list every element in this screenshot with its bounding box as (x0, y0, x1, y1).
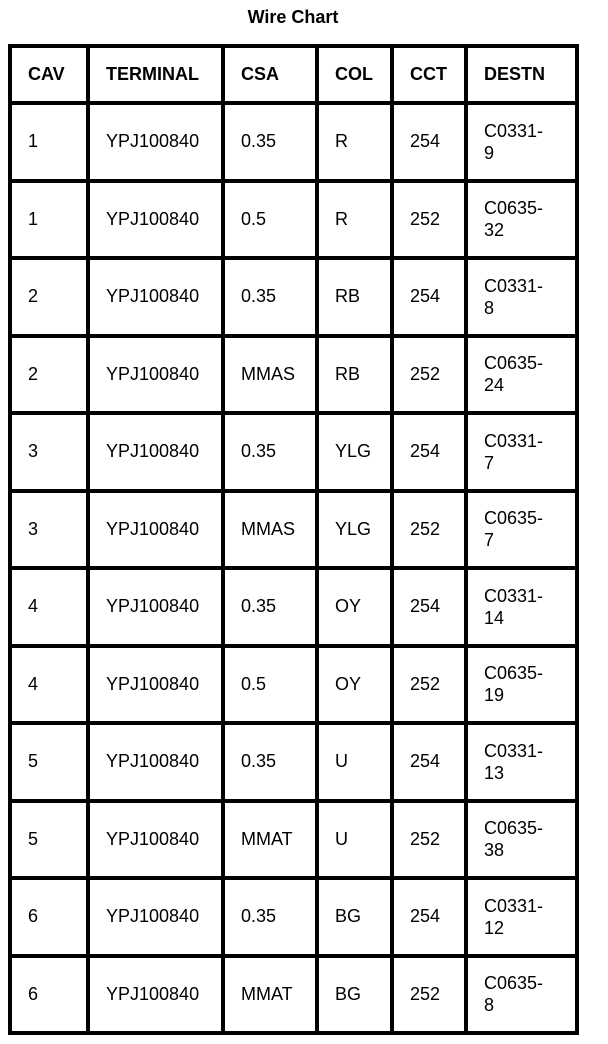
cell-csa: 0.35 (223, 258, 317, 336)
destn-line: 14 (484, 607, 505, 628)
table-row (10, 568, 577, 646)
cell-destn (466, 336, 577, 414)
destn-line: C0331- (484, 120, 544, 141)
cell-terminal: YPJ100840 (88, 956, 223, 1034)
table-row (10, 491, 577, 569)
cell-csa: 0.35 (223, 723, 317, 801)
destn-line: 9 (484, 142, 495, 163)
cell-destn (466, 103, 577, 181)
cell-terminal: YPJ100840 (88, 801, 223, 879)
cell-destn (466, 491, 577, 569)
table-body (10, 103, 577, 1033)
destn-line: C0635- (484, 663, 544, 684)
destn-line: C0331- (484, 895, 544, 916)
table-row (10, 646, 577, 724)
cell-terminal: YPJ100840 (88, 336, 223, 414)
cell-col: YLG (317, 491, 392, 569)
cell-col: OY (317, 568, 392, 646)
cell-csa: 0.35 (223, 878, 317, 956)
cell-cct: 254 (392, 103, 466, 181)
cell-cav: 1 (10, 181, 88, 259)
column-header-csa: CSA (223, 46, 317, 103)
cell-terminal: YPJ100840 (88, 646, 223, 724)
cell-csa: MMAS (223, 491, 317, 569)
column-header-col: COL (317, 46, 392, 103)
table-row (10, 801, 577, 879)
cell-cav: 1 (10, 103, 88, 181)
destn-line: C0331- (484, 430, 544, 451)
destn-line: 32 (484, 220, 505, 241)
cell-destn (466, 413, 577, 491)
destn-line: C0635- (484, 973, 544, 994)
page-title: Wire Chart (247, 7, 339, 27)
cell-cav: 5 (10, 723, 88, 801)
cell-csa: MMAT (223, 801, 317, 879)
destn-line: C0635- (484, 198, 544, 219)
cell-terminal: YPJ100840 (88, 413, 223, 491)
cell-destn (466, 956, 577, 1034)
table-row (10, 103, 577, 181)
cell-col: U (317, 801, 392, 879)
cell-col: R (317, 181, 392, 259)
destn-line: 38 (484, 840, 505, 861)
cell-cav: 6 (10, 956, 88, 1034)
cell-cct: 254 (392, 878, 466, 956)
cell-destn (466, 878, 577, 956)
cell-terminal: YPJ100840 (88, 103, 223, 181)
cell-csa: 0.5 (223, 181, 317, 259)
cell-cav: 3 (10, 413, 88, 491)
destn-line: C0331- (484, 275, 544, 296)
cell-cav: 4 (10, 568, 88, 646)
destn-line: 7 (484, 452, 495, 473)
column-header-destn: DESTN (466, 46, 577, 103)
cell-cct: 252 (392, 336, 466, 414)
cell-destn (466, 801, 577, 879)
cell-cct: 254 (392, 568, 466, 646)
destn-line: C0635- (484, 508, 544, 529)
cell-terminal: YPJ100840 (88, 258, 223, 336)
table-row (10, 181, 577, 259)
cell-col: OY (317, 646, 392, 724)
cell-csa: 0.5 (223, 646, 317, 724)
cell-cct: 252 (392, 491, 466, 569)
destn-line: C0331- (484, 740, 544, 761)
destn-line: 12 (484, 917, 505, 938)
cell-destn (466, 258, 577, 336)
cell-col: U (317, 723, 392, 801)
cell-col: RB (317, 336, 392, 414)
table-row (10, 258, 577, 336)
column-header-cav: CAV (10, 46, 88, 103)
cell-cct: 254 (392, 723, 466, 801)
cell-cav: 2 (10, 258, 88, 336)
cell-cct: 252 (392, 956, 466, 1034)
destn-line: C0635- (484, 818, 544, 839)
cell-cct: 252 (392, 801, 466, 879)
cell-col: R (317, 103, 392, 181)
cell-cav: 5 (10, 801, 88, 879)
table-row (10, 723, 577, 801)
cell-col: RB (317, 258, 392, 336)
cell-csa: 0.35 (223, 103, 317, 181)
destn-line: 7 (484, 530, 495, 551)
column-header-cct: CCT (392, 46, 466, 103)
cell-destn (466, 568, 577, 646)
destn-line: C0331- (484, 585, 544, 606)
cell-destn (466, 646, 577, 724)
cell-cav: 2 (10, 336, 88, 414)
cell-destn (466, 181, 577, 259)
cell-csa: 0.35 (223, 413, 317, 491)
cell-col: BG (317, 878, 392, 956)
destn-line: 8 (484, 297, 495, 318)
cell-cav: 4 (10, 646, 88, 724)
destn-line: 13 (484, 762, 505, 783)
cell-cav: 6 (10, 878, 88, 956)
cell-csa: MMAS (223, 336, 317, 414)
table-row (10, 878, 577, 956)
cell-terminal: YPJ100840 (88, 181, 223, 259)
cell-cct: 254 (392, 258, 466, 336)
destn-line: C0635- (484, 353, 544, 374)
cell-cct: 254 (392, 413, 466, 491)
cell-col: YLG (317, 413, 392, 491)
cell-destn (466, 723, 577, 801)
destn-line: 19 (484, 685, 505, 706)
header-row (10, 46, 577, 103)
cell-terminal: YPJ100840 (88, 491, 223, 569)
cell-cct: 252 (392, 181, 466, 259)
cell-cav: 3 (10, 491, 88, 569)
wire-chart-table (8, 44, 579, 1035)
cell-terminal: YPJ100840 (88, 568, 223, 646)
cell-terminal: YPJ100840 (88, 878, 223, 956)
table-row (10, 956, 577, 1034)
cell-terminal: YPJ100840 (88, 723, 223, 801)
column-header-terminal: TERMINAL (88, 46, 223, 103)
destn-line: 24 (484, 375, 505, 396)
cell-csa: 0.35 (223, 568, 317, 646)
cell-col: BG (317, 956, 392, 1034)
cell-csa: MMAT (223, 956, 317, 1034)
destn-line: 8 (484, 995, 495, 1016)
table-row (10, 336, 577, 414)
table-row (10, 413, 577, 491)
cell-cct: 252 (392, 646, 466, 724)
